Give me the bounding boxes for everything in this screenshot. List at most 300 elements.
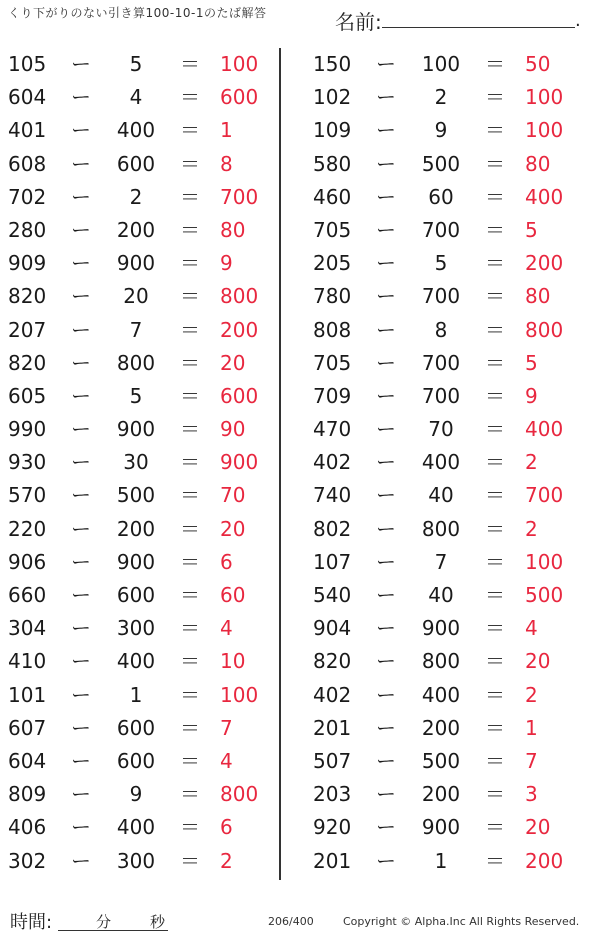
equals-sign: ＝	[485, 383, 505, 408]
minuend: 820	[8, 284, 47, 309]
subtrahend: 9	[434, 118, 448, 143]
subtrahend: 200	[421, 715, 461, 740]
subtrahend: 1	[434, 848, 448, 873]
answer: 10	[220, 649, 246, 674]
problem-row	[305, 314, 595, 347]
problem-row	[0, 413, 290, 446]
equals-sign: ＝	[485, 217, 505, 242]
minuend: 604	[8, 85, 47, 110]
subtrahend: 900	[421, 815, 461, 840]
equals-sign: ＝	[180, 715, 200, 740]
problem-row	[0, 546, 290, 579]
equals-sign: ＝	[180, 782, 200, 807]
minuend: 608	[8, 151, 47, 176]
subtrahend: 300	[116, 848, 156, 873]
answer: 9	[525, 383, 538, 408]
problem-row	[305, 612, 595, 645]
equals-sign: ＝	[485, 350, 505, 375]
page-number: 206/400	[268, 915, 314, 928]
minus-sign: ー	[376, 715, 396, 740]
minuend: 580	[313, 151, 352, 176]
equals-sign: ＝	[180, 815, 200, 840]
minuend: 570	[8, 483, 47, 508]
subtrahend: 700	[421, 383, 461, 408]
minus-sign: ー	[376, 549, 396, 574]
answer: 7	[220, 715, 233, 740]
problem-row	[305, 745, 595, 778]
minus-sign: ー	[71, 52, 91, 76]
minuend: 705	[313, 350, 352, 375]
problem-row	[0, 214, 290, 247]
answer: 2	[525, 450, 538, 475]
answer: 9	[220, 251, 233, 276]
problem-row	[305, 811, 595, 844]
equals-sign: ＝	[180, 118, 200, 143]
subtrahend: 400	[421, 682, 461, 707]
minus-sign: ー	[71, 450, 91, 475]
subtrahend: 600	[116, 715, 156, 740]
minus-sign: ー	[376, 516, 396, 541]
minuend: 150	[313, 52, 352, 76]
minuend: 607	[8, 715, 47, 740]
minuend: 709	[313, 383, 352, 408]
problem-row	[0, 347, 290, 380]
problem-row	[305, 81, 595, 114]
subtrahend: 600	[116, 151, 156, 176]
answer: 900	[220, 450, 259, 475]
equals-sign: ＝	[485, 649, 505, 674]
equals-sign: ＝	[485, 682, 505, 707]
minus-sign: ー	[376, 85, 396, 110]
problem-row	[305, 48, 595, 81]
minus-sign: ー	[71, 715, 91, 740]
minuend: 410	[8, 649, 47, 674]
answer: 100	[220, 52, 259, 76]
minuend: 740	[313, 483, 352, 508]
problem-row	[305, 214, 595, 247]
minus-sign: ー	[71, 383, 91, 408]
equals-sign: ＝	[180, 682, 200, 707]
minuend: 904	[313, 616, 352, 641]
problem-row	[305, 513, 595, 546]
minus-sign: ー	[71, 782, 91, 807]
problem-row	[305, 347, 595, 380]
minus-sign: ー	[376, 682, 396, 707]
minus-sign: ー	[376, 483, 396, 508]
minutes-label: 分	[96, 913, 112, 931]
minus-sign: ー	[71, 649, 91, 674]
answer: 700	[525, 483, 564, 508]
minuend: 406	[8, 815, 47, 840]
minus-sign: ー	[376, 151, 396, 176]
problem-row	[0, 745, 290, 778]
minuend: 201	[313, 715, 352, 740]
minus-sign: ー	[376, 583, 396, 607]
subtrahend: 400	[116, 649, 156, 674]
subtrahend: 7	[129, 317, 143, 342]
subtrahend: 900	[116, 549, 156, 574]
answer: 2	[525, 682, 538, 707]
minuend: 205	[313, 251, 352, 276]
minus-sign: ー	[71, 251, 91, 276]
minus-sign: ー	[71, 118, 91, 143]
minuend: 809	[8, 782, 47, 807]
column-divider	[279, 48, 281, 880]
minus-sign: ー	[376, 782, 396, 807]
equals-sign: ＝	[180, 483, 200, 508]
minus-sign: ー	[71, 682, 91, 707]
answer: 6	[220, 815, 233, 840]
equals-sign: ＝	[485, 748, 505, 773]
equals-sign: ＝	[180, 748, 200, 773]
minus-sign: ー	[71, 417, 91, 442]
answer: 3	[525, 782, 538, 807]
equals-sign: ＝	[485, 815, 505, 840]
minuend: 107	[313, 549, 352, 574]
minus-sign: ー	[71, 516, 91, 541]
minus-sign: ー	[71, 217, 91, 242]
minus-sign: ー	[376, 184, 396, 209]
subtrahend: 800	[421, 649, 461, 674]
subtrahend: 2	[129, 184, 143, 209]
equals-sign: ＝	[180, 151, 200, 176]
minuend: 808	[313, 317, 352, 342]
subtrahend: 900	[421, 616, 461, 641]
subtrahend: 5	[434, 251, 448, 276]
equals-sign: ＝	[485, 52, 505, 76]
name-label: 名前:	[335, 10, 382, 34]
subtrahend: 300	[116, 616, 156, 641]
minuend: 920	[313, 815, 352, 840]
problem-row	[305, 413, 595, 446]
problem-row	[0, 181, 290, 214]
minuend: 705	[313, 217, 352, 242]
equals-sign: ＝	[485, 417, 505, 442]
subtrahend: 40	[428, 483, 454, 508]
answer: 20	[220, 350, 246, 375]
problem-row	[0, 479, 290, 512]
minuend: 460	[313, 184, 352, 209]
time-label: 時間:	[10, 912, 53, 933]
subtrahend: 200	[116, 217, 156, 242]
minuend: 780	[313, 284, 352, 309]
copyright-notice: Copyright © Alpha.Inc All Rights Reserved.	[343, 915, 580, 928]
answer: 1	[220, 118, 233, 143]
answer: 20	[525, 649, 551, 674]
equals-sign: ＝	[180, 383, 200, 408]
minuend: 220	[8, 516, 47, 541]
minus-sign: ー	[71, 616, 91, 641]
minuend: 102	[313, 85, 352, 110]
subtrahend: 400	[116, 118, 156, 143]
minus-sign: ー	[71, 848, 91, 873]
equals-sign: ＝	[485, 583, 505, 607]
minuend: 280	[8, 217, 47, 242]
problem-row	[305, 479, 595, 512]
minuend: 540	[313, 583, 352, 607]
answer: 80	[525, 151, 551, 176]
minus-sign: ー	[376, 649, 396, 674]
minuend: 470	[313, 417, 352, 442]
minuend: 101	[8, 682, 47, 707]
equals-sign: ＝	[485, 715, 505, 740]
equals-sign: ＝	[180, 284, 200, 309]
problem-row	[0, 811, 290, 844]
problem-row	[305, 845, 595, 878]
answer: 800	[220, 782, 259, 807]
answer: 2	[220, 848, 233, 873]
problem-row	[305, 546, 595, 579]
answer: 100	[525, 549, 564, 574]
minus-sign: ー	[376, 616, 396, 641]
problem-row	[0, 380, 290, 413]
problem-row	[0, 314, 290, 347]
minus-sign: ー	[71, 815, 91, 840]
problem-row	[305, 247, 595, 280]
equals-sign: ＝	[180, 251, 200, 276]
problem-row	[0, 148, 290, 181]
minuend: 930	[8, 450, 47, 475]
equals-sign: ＝	[180, 350, 200, 375]
minus-sign: ー	[376, 417, 396, 442]
minus-sign: ー	[376, 748, 396, 773]
minus-sign: ー	[376, 317, 396, 342]
answer: 5	[525, 217, 538, 242]
minus-sign: ー	[71, 151, 91, 176]
subtrahend: 700	[421, 217, 461, 242]
minus-sign: ー	[376, 848, 396, 873]
equals-sign: ＝	[180, 184, 200, 209]
answer: 100	[220, 682, 259, 707]
problem-row	[305, 679, 595, 712]
equals-sign: ＝	[485, 151, 505, 176]
subtrahend: 800	[421, 516, 461, 541]
equals-sign: ＝	[180, 450, 200, 475]
minuend: 820	[8, 350, 47, 375]
seconds-label: 秒	[150, 913, 166, 931]
equals-sign: ＝	[485, 118, 505, 143]
answer: 700	[220, 184, 259, 209]
answer: 90	[220, 417, 246, 442]
problem-row	[0, 81, 290, 114]
answer: 20	[220, 516, 246, 541]
problem-row	[305, 645, 595, 678]
problem-row	[0, 247, 290, 280]
subtrahend: 8	[434, 317, 448, 342]
left-problem-column	[0, 48, 290, 878]
equals-sign: ＝	[485, 782, 505, 807]
subtrahend: 500	[421, 151, 461, 176]
answer: 500	[525, 583, 564, 607]
subtrahend: 20	[123, 284, 149, 309]
minuend: 105	[8, 52, 47, 76]
minuend: 604	[8, 748, 47, 773]
minus-sign: ー	[71, 549, 91, 574]
minus-sign: ー	[71, 284, 91, 309]
answer: 200	[525, 848, 564, 873]
equals-sign: ＝	[180, 549, 200, 574]
problem-row	[305, 446, 595, 479]
equals-sign: ＝	[485, 616, 505, 641]
problem-row	[0, 712, 290, 745]
answer: 4	[220, 616, 233, 641]
answer: 1	[525, 715, 538, 740]
subtrahend: 5	[129, 52, 143, 76]
problem-row	[0, 579, 290, 612]
problem-row	[0, 48, 290, 81]
problem-row	[0, 114, 290, 147]
answer: 60	[220, 583, 246, 607]
equals-sign: ＝	[180, 516, 200, 541]
answer: 100	[525, 85, 564, 110]
minuend: 201	[313, 848, 352, 873]
minuend: 401	[8, 118, 47, 143]
subtrahend: 500	[421, 748, 461, 773]
minus-sign: ー	[71, 184, 91, 209]
answer: 400	[525, 184, 564, 209]
answer: 50	[525, 52, 551, 76]
answer: 2	[525, 516, 538, 541]
equals-sign: ＝	[485, 284, 505, 309]
problem-row	[305, 181, 595, 214]
minus-sign: ー	[376, 350, 396, 375]
minuend: 660	[8, 583, 47, 607]
equals-sign: ＝	[485, 549, 505, 574]
minus-sign: ー	[376, 217, 396, 242]
minuend: 304	[8, 616, 47, 641]
minus-sign: ー	[376, 383, 396, 408]
minuend: 507	[313, 748, 352, 773]
equals-sign: ＝	[485, 450, 505, 475]
problem-row	[305, 114, 595, 147]
subtrahend: 5	[129, 383, 143, 408]
minuend: 906	[8, 549, 47, 574]
minus-sign: ー	[376, 251, 396, 276]
subtrahend: 700	[421, 284, 461, 309]
subtrahend: 400	[116, 815, 156, 840]
answer: 6	[220, 549, 233, 574]
equals-sign: ＝	[180, 583, 200, 607]
subtrahend: 100	[421, 52, 461, 76]
problem-row	[0, 679, 290, 712]
answer: 600	[220, 85, 259, 110]
answer: 600	[220, 383, 259, 408]
subtrahend: 9	[129, 782, 143, 807]
equals-sign: ＝	[180, 52, 200, 76]
problem-row	[305, 579, 595, 612]
subtrahend: 200	[116, 516, 156, 541]
minus-sign: ー	[71, 350, 91, 375]
answer: 7	[525, 748, 538, 773]
problem-row	[0, 612, 290, 645]
problem-row	[0, 778, 290, 811]
subtrahend: 700	[421, 350, 461, 375]
subtrahend: 200	[421, 782, 461, 807]
equals-sign: ＝	[485, 251, 505, 276]
answer: 200	[220, 317, 259, 342]
subtrahend: 2	[434, 85, 448, 110]
problem-row	[0, 280, 290, 313]
equals-sign: ＝	[180, 85, 200, 110]
equals-sign: ＝	[180, 217, 200, 242]
minus-sign: ー	[71, 583, 91, 607]
subtrahend: 1	[129, 682, 143, 707]
subtrahend: 900	[116, 251, 156, 276]
equals-sign: ＝	[485, 483, 505, 508]
minus-sign: ー	[376, 52, 396, 76]
subtrahend: 70	[428, 417, 454, 442]
minuend: 302	[8, 848, 47, 873]
minus-sign: ー	[376, 450, 396, 475]
subtrahend: 40	[428, 583, 454, 607]
problem-row	[0, 446, 290, 479]
subtrahend: 900	[116, 417, 156, 442]
minus-sign: ー	[71, 85, 91, 110]
minuend: 402	[313, 450, 352, 475]
minuend: 909	[8, 251, 47, 276]
minuend: 402	[313, 682, 352, 707]
answer: 200	[525, 251, 564, 276]
minuend: 605	[8, 383, 47, 408]
name-dot: .	[575, 10, 581, 31]
equals-sign: ＝	[485, 184, 505, 209]
minus-sign: ー	[376, 284, 396, 309]
problem-row	[305, 380, 595, 413]
minuend: 109	[313, 118, 352, 143]
subtrahend: 7	[434, 549, 448, 574]
subtrahend: 500	[116, 483, 156, 508]
right-problem-column	[305, 48, 595, 878]
minuend: 207	[8, 317, 47, 342]
subtrahend: 800	[116, 350, 156, 375]
subtrahend: 600	[116, 583, 156, 607]
answer: 20	[525, 815, 551, 840]
minuend: 702	[8, 184, 47, 209]
problem-row	[305, 280, 595, 313]
subtrahend: 600	[116, 748, 156, 773]
equals-sign: ＝	[180, 417, 200, 442]
subtrahend: 60	[428, 184, 454, 209]
equals-sign: ＝	[180, 616, 200, 641]
minuend: 990	[8, 417, 47, 442]
worksheet-title: くり下がりのない引き算100-10-1のたば解答	[8, 6, 267, 20]
equals-sign: ＝	[180, 649, 200, 674]
equals-sign: ＝	[485, 317, 505, 342]
minus-sign: ー	[376, 815, 396, 840]
minuend: 802	[313, 516, 352, 541]
answer: 800	[525, 317, 564, 342]
answer: 8	[220, 151, 233, 176]
answer: 80	[220, 217, 246, 242]
problem-row	[0, 513, 290, 546]
equals-sign: ＝	[485, 848, 505, 873]
answer: 800	[220, 284, 259, 309]
minus-sign: ー	[71, 748, 91, 773]
name-field-line[interactable]	[382, 27, 575, 28]
problem-row	[0, 645, 290, 678]
subtrahend: 4	[129, 85, 143, 110]
problem-row	[0, 845, 290, 878]
subtrahend: 400	[421, 450, 461, 475]
equals-sign: ＝	[180, 848, 200, 873]
equals-sign: ＝	[485, 85, 505, 110]
answer: 80	[525, 284, 551, 309]
minuend: 203	[313, 782, 352, 807]
minuend: 820	[313, 649, 352, 674]
minus-sign: ー	[71, 317, 91, 342]
answer: 4	[525, 616, 538, 641]
equals-sign: ＝	[180, 317, 200, 342]
